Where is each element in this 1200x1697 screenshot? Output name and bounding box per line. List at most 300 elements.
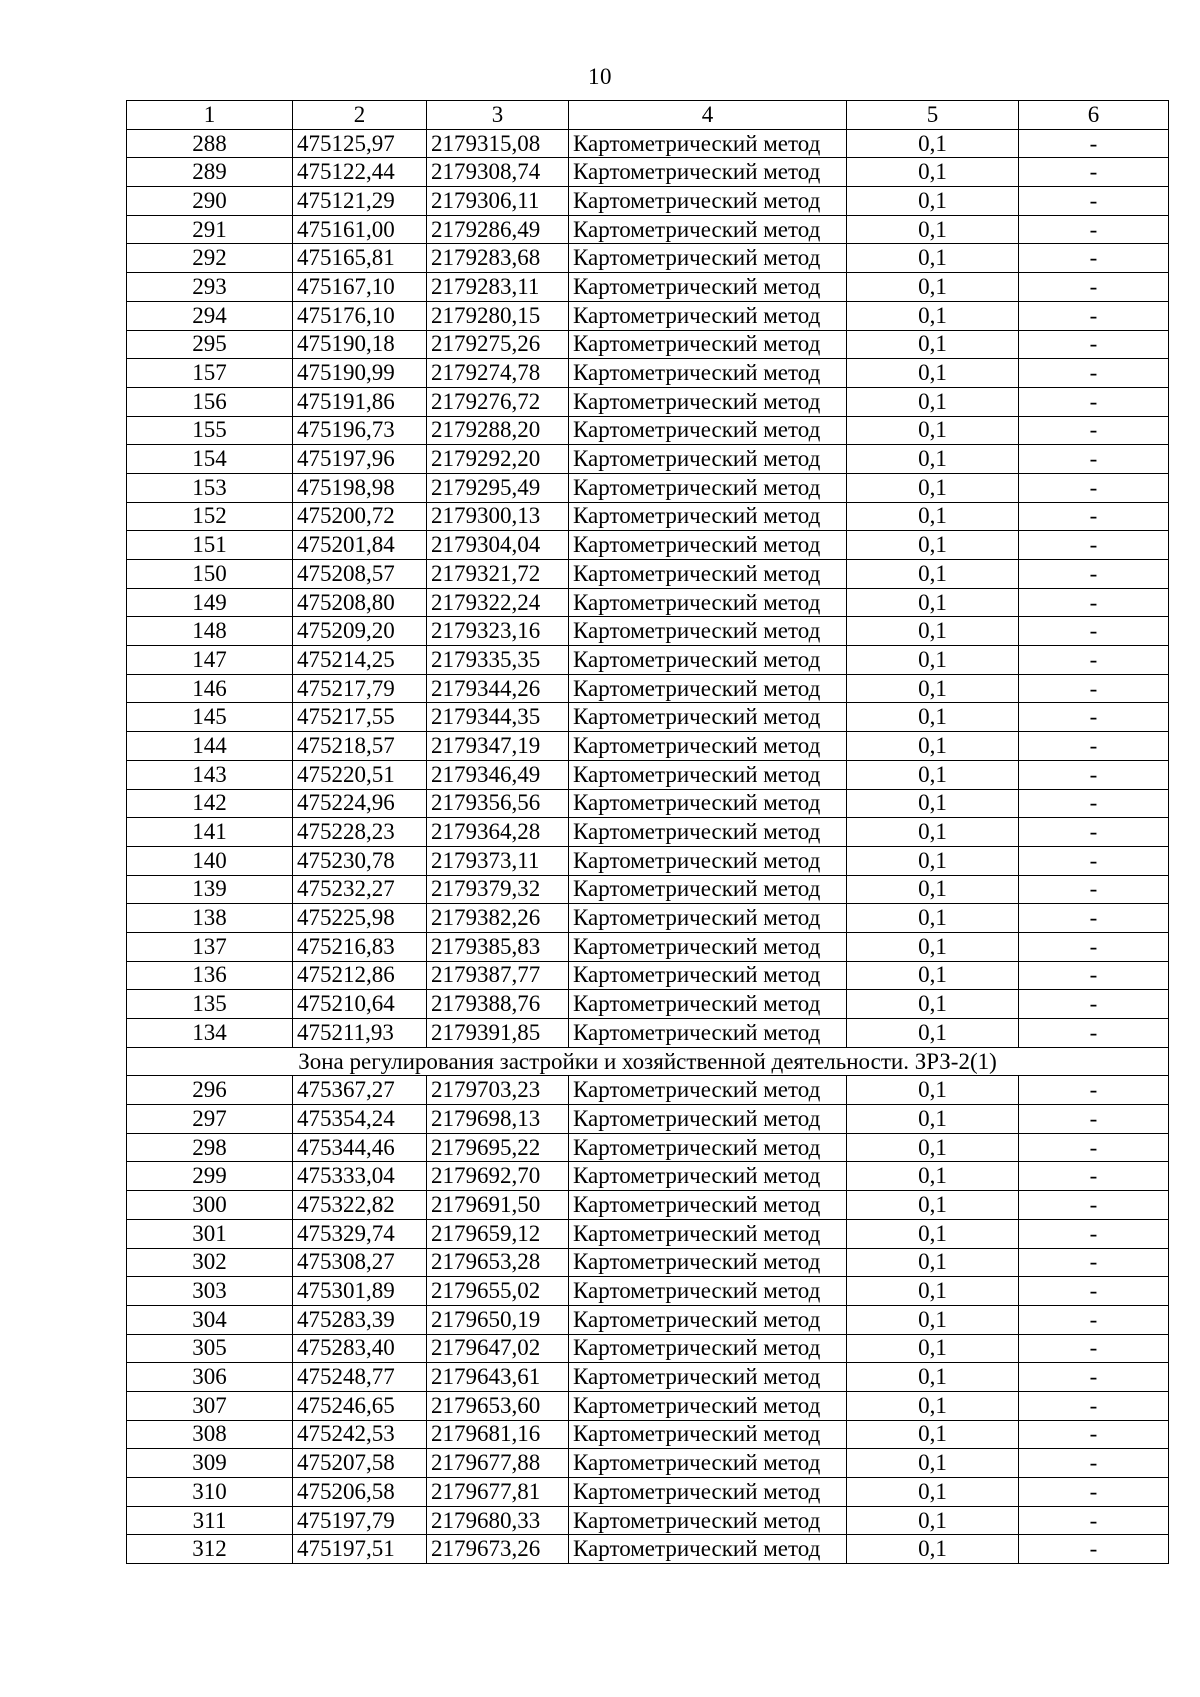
table-cell: - [1019, 1391, 1169, 1420]
section-row [127, 1047, 1169, 1076]
table-cell: Картометрический метод [569, 674, 847, 703]
table-row [127, 1506, 1169, 1535]
table-cell: 475248,77 [293, 1363, 427, 1392]
table-cell: 2179304,04 [427, 531, 569, 560]
table-cell: Картометрический метод [569, 416, 847, 445]
table-cell: Картометрический метод [569, 1019, 847, 1048]
table-cell: 297 [127, 1105, 293, 1134]
table-cell: Картометрический метод [569, 1449, 847, 1478]
table-cell: - [1019, 818, 1169, 847]
table-cell: - [1019, 1133, 1169, 1162]
table-cell: 475354,24 [293, 1105, 427, 1134]
table-cell: 143 [127, 760, 293, 789]
page-number: 10 [588, 64, 612, 89]
table-cell: 149 [127, 588, 293, 617]
table-cell: 475230,78 [293, 846, 427, 875]
table-cell: - [1019, 445, 1169, 474]
table-cell: Картометрический метод [569, 187, 847, 216]
table-cell: 138 [127, 904, 293, 933]
table-cell: 306 [127, 1363, 293, 1392]
table-cell: 0,1 [847, 990, 1019, 1019]
table-cell: - [1019, 846, 1169, 875]
table-cell: 2179385,83 [427, 932, 569, 961]
table-cell: 0,1 [847, 789, 1019, 818]
table-cell: Картометрический метод [569, 1162, 847, 1191]
table-cell: 475301,89 [293, 1277, 427, 1306]
table-cell: - [1019, 789, 1169, 818]
table-cell: 475200,72 [293, 502, 427, 531]
table-cell: 0,1 [847, 646, 1019, 675]
table-cell: 2179391,85 [427, 1019, 569, 1048]
table-cell: 2179275,26 [427, 330, 569, 359]
table-cell: 475208,80 [293, 588, 427, 617]
table-cell: 310 [127, 1478, 293, 1507]
table-cell: 475329,74 [293, 1219, 427, 1248]
table-cell: 2179323,16 [427, 617, 569, 646]
table-cell: - [1019, 904, 1169, 933]
table-cell: 475176,10 [293, 301, 427, 330]
table-cell: Картометрический метод [569, 445, 847, 474]
table-cell: Картометрический метод [569, 1076, 847, 1105]
table-cell: 296 [127, 1076, 293, 1105]
table-cell: - [1019, 646, 1169, 675]
table-cell: 0,1 [847, 158, 1019, 187]
table-cell: 475242,53 [293, 1420, 427, 1449]
table-cell: 0,1 [847, 1019, 1019, 1048]
table-row [127, 158, 1169, 187]
column-header: 2 [293, 101, 427, 130]
table-cell: Картометрический метод [569, 1305, 847, 1334]
table-cell: - [1019, 1305, 1169, 1334]
table-cell: 475308,27 [293, 1248, 427, 1277]
table-cell: 475212,86 [293, 961, 427, 990]
table-cell: Картометрический метод [569, 273, 847, 302]
table-row [127, 732, 1169, 761]
table-row [127, 1191, 1169, 1220]
table-cell: 302 [127, 1248, 293, 1277]
table-row [127, 445, 1169, 474]
table-cell: - [1019, 703, 1169, 732]
table-cell: Картометрический метод [569, 1334, 847, 1363]
table-cell: 0,1 [847, 1191, 1019, 1220]
table-cell: 292 [127, 244, 293, 273]
table-cell: Картометрический метод [569, 1191, 847, 1220]
table-cell: 2179653,60 [427, 1391, 569, 1420]
table-cell: 0,1 [847, 1420, 1019, 1449]
table-cell: 475208,57 [293, 560, 427, 589]
column-header: 6 [1019, 101, 1169, 130]
table-row [127, 502, 1169, 531]
table-cell: 475167,10 [293, 273, 427, 302]
table-cell: 2179373,11 [427, 846, 569, 875]
table-cell: - [1019, 1535, 1169, 1564]
table-cell: 150 [127, 560, 293, 589]
table-cell: 294 [127, 301, 293, 330]
table-cell: 0,1 [847, 1535, 1019, 1564]
table-cell: 309 [127, 1449, 293, 1478]
table-cell: 0,1 [847, 301, 1019, 330]
table-cell: 0,1 [847, 473, 1019, 502]
table-cell: 475190,18 [293, 330, 427, 359]
table-cell: 146 [127, 674, 293, 703]
table-cell: 2179308,74 [427, 158, 569, 187]
table-cell: 0,1 [847, 330, 1019, 359]
table-cell: 0,1 [847, 387, 1019, 416]
table-cell: 2179283,11 [427, 273, 569, 302]
table-cell: Картометрический метод [569, 301, 847, 330]
table-cell: 475190,99 [293, 359, 427, 388]
table-cell: Картометрический метод [569, 359, 847, 388]
table-row [127, 1535, 1169, 1564]
table-cell: 155 [127, 416, 293, 445]
table-cell: 2179655,02 [427, 1277, 569, 1306]
table-cell: - [1019, 1019, 1169, 1048]
table-row [127, 330, 1169, 359]
table-cell: 0,1 [847, 1076, 1019, 1105]
table-row [127, 244, 1169, 273]
table-cell: Картометрический метод [569, 473, 847, 502]
table-cell: 2179335,35 [427, 646, 569, 675]
table-cell: 145 [127, 703, 293, 732]
table-cell: 303 [127, 1277, 293, 1306]
table-cell: 475198,98 [293, 473, 427, 502]
table-cell: 2179695,22 [427, 1133, 569, 1162]
column-header: 3 [427, 101, 569, 130]
table-cell: - [1019, 301, 1169, 330]
table-cell: 0,1 [847, 1391, 1019, 1420]
table-cell: 2179300,13 [427, 502, 569, 531]
table-cell: - [1019, 990, 1169, 1019]
table-cell: 475218,57 [293, 732, 427, 761]
table-cell: Картометрический метод [569, 1391, 847, 1420]
table-cell: 2179692,70 [427, 1162, 569, 1191]
table-cell: 475206,58 [293, 1478, 427, 1507]
table-cell: 475225,98 [293, 904, 427, 933]
table-cell: - [1019, 330, 1169, 359]
table-cell: 301 [127, 1219, 293, 1248]
table-cell: Картометрический метод [569, 818, 847, 847]
table-cell: 0,1 [847, 1363, 1019, 1392]
table-row [127, 588, 1169, 617]
table-cell: 0,1 [847, 1162, 1019, 1191]
section-title: Зона регулирования застройки и хозяйственной деятельности. ЗРЗ-2(1) [127, 1047, 1169, 1076]
table-cell: 2179288,20 [427, 416, 569, 445]
table-row [127, 1277, 1169, 1306]
table-cell: Картометрический метод [569, 760, 847, 789]
table-cell: - [1019, 129, 1169, 158]
table-row [127, 789, 1169, 818]
table-cell: 288 [127, 129, 293, 158]
table-cell: - [1019, 760, 1169, 789]
table-row [127, 818, 1169, 847]
table-cell: 475211,93 [293, 1019, 427, 1048]
table-cell: 2179344,35 [427, 703, 569, 732]
table-row [127, 1449, 1169, 1478]
table-cell: 0,1 [847, 129, 1019, 158]
table-cell: 2179647,02 [427, 1334, 569, 1363]
table-row [127, 1363, 1169, 1392]
table-cell: 475283,39 [293, 1305, 427, 1334]
table-cell: - [1019, 560, 1169, 589]
table-row [127, 1334, 1169, 1363]
table-cell: 307 [127, 1391, 293, 1420]
table-cell: 2179280,15 [427, 301, 569, 330]
table-cell: 0,1 [847, 1248, 1019, 1277]
coordinates-table [126, 100, 1169, 1564]
table-cell: 0,1 [847, 531, 1019, 560]
table-cell: 0,1 [847, 674, 1019, 703]
table-cell: 295 [127, 330, 293, 359]
table-cell: 2179364,28 [427, 818, 569, 847]
table-cell: 2179356,56 [427, 789, 569, 818]
table-row [127, 1162, 1169, 1191]
table-cell: 475191,86 [293, 387, 427, 416]
table-cell: 2179388,76 [427, 990, 569, 1019]
table-cell: 475322,82 [293, 1191, 427, 1220]
table-cell: 475216,83 [293, 932, 427, 961]
table-cell: 2179673,26 [427, 1535, 569, 1564]
table-cell: Картометрический метод [569, 1420, 847, 1449]
table-cell: Картометрический метод [569, 531, 847, 560]
table-cell: 475333,04 [293, 1162, 427, 1191]
table-cell: - [1019, 617, 1169, 646]
table-cell: 137 [127, 932, 293, 961]
table-cell: - [1019, 732, 1169, 761]
table-cell: - [1019, 187, 1169, 216]
table-cell: - [1019, 531, 1169, 560]
table-cell: 475207,58 [293, 1449, 427, 1478]
table-cell: Картометрический метод [569, 1535, 847, 1564]
table-cell: 308 [127, 1420, 293, 1449]
table-cell: 475228,23 [293, 818, 427, 847]
table-cell: 300 [127, 1191, 293, 1220]
table-cell: 475209,20 [293, 617, 427, 646]
table-cell: Картометрический метод [569, 215, 847, 244]
table-cell: Картометрический метод [569, 1277, 847, 1306]
table-cell: 2179321,72 [427, 560, 569, 589]
table-cell: 2179387,77 [427, 961, 569, 990]
table-cell: 2179276,72 [427, 387, 569, 416]
table-cell: - [1019, 1334, 1169, 1363]
table-cell: 0,1 [847, 818, 1019, 847]
table-cell: 475214,25 [293, 646, 427, 675]
table-cell: 298 [127, 1133, 293, 1162]
table-cell: 0,1 [847, 215, 1019, 244]
table-cell: Картометрический метод [569, 158, 847, 187]
column-header: 4 [569, 101, 847, 130]
table-row [127, 760, 1169, 789]
table-cell: 2179677,88 [427, 1449, 569, 1478]
table-cell: 2179306,11 [427, 187, 569, 216]
table-cell: 135 [127, 990, 293, 1019]
column-header: 5 [847, 101, 1019, 130]
table-cell: 2179379,32 [427, 875, 569, 904]
table-row [127, 846, 1169, 875]
table-cell: 291 [127, 215, 293, 244]
table-cell: Картометрический метод [569, 875, 847, 904]
table-cell: - [1019, 158, 1169, 187]
table-row [127, 273, 1169, 302]
table-cell: 142 [127, 789, 293, 818]
table-cell: 0,1 [847, 961, 1019, 990]
table-cell: 139 [127, 875, 293, 904]
table-cell: 134 [127, 1019, 293, 1048]
table-row [127, 387, 1169, 416]
table-cell: 475344,46 [293, 1133, 427, 1162]
table-cell: Картометрический метод [569, 1478, 847, 1507]
table-cell: 312 [127, 1535, 293, 1564]
table-row [127, 646, 1169, 675]
table-cell: 299 [127, 1162, 293, 1191]
table-cell: 475196,73 [293, 416, 427, 445]
table-cell: - [1019, 1248, 1169, 1277]
table-cell: Картометрический метод [569, 732, 847, 761]
table-cell: Картометрический метод [569, 1219, 847, 1248]
table-cell: 2179677,81 [427, 1478, 569, 1507]
table-cell: 2179346,49 [427, 760, 569, 789]
table-cell: - [1019, 1105, 1169, 1134]
table-cell: Картометрический метод [569, 1363, 847, 1392]
table-cell: Картометрический метод [569, 617, 847, 646]
table-cell: 475201,84 [293, 531, 427, 560]
table-cell: Картометрический метод [569, 703, 847, 732]
table-cell: 153 [127, 473, 293, 502]
table-cell: 475121,29 [293, 187, 427, 216]
table-cell: 0,1 [847, 416, 1019, 445]
table-cell: 475165,81 [293, 244, 427, 273]
table-cell: 0,1 [847, 445, 1019, 474]
table-cell: 154 [127, 445, 293, 474]
table-cell: 156 [127, 387, 293, 416]
table-cell: 304 [127, 1305, 293, 1334]
table-cell: 475283,40 [293, 1334, 427, 1363]
table-cell: - [1019, 674, 1169, 703]
table-row [127, 301, 1169, 330]
table-cell: - [1019, 1076, 1169, 1105]
table-cell: 475232,27 [293, 875, 427, 904]
table-cell: Картометрический метод [569, 904, 847, 933]
table-cell: 0,1 [847, 904, 1019, 933]
table-cell: - [1019, 875, 1169, 904]
table-row [127, 674, 1169, 703]
table-cell: 0,1 [847, 760, 1019, 789]
table-cell: 475197,51 [293, 1535, 427, 1564]
table-cell: - [1019, 961, 1169, 990]
table-row [127, 904, 1169, 933]
table-cell: 2179659,12 [427, 1219, 569, 1248]
table-header-row [127, 101, 1169, 130]
table-cell: 2179653,28 [427, 1248, 569, 1277]
table-cell: 475125,97 [293, 129, 427, 158]
table-cell: Картометрический метод [569, 1248, 847, 1277]
table-cell: - [1019, 1506, 1169, 1535]
table-row [127, 416, 1169, 445]
table-cell: 2179698,13 [427, 1105, 569, 1134]
table-cell: - [1019, 932, 1169, 961]
table-cell: Картометрический метод [569, 1506, 847, 1535]
table-cell: 2179315,08 [427, 129, 569, 158]
table-cell: Картометрический метод [569, 961, 847, 990]
table-cell: Картометрический метод [569, 330, 847, 359]
table-row [127, 215, 1169, 244]
table-cell: 2179292,20 [427, 445, 569, 474]
table-cell: - [1019, 1219, 1169, 1248]
table-cell: Картометрический метод [569, 129, 847, 158]
table-cell: 0,1 [847, 932, 1019, 961]
table-row [127, 1420, 1169, 1449]
table-cell: 147 [127, 646, 293, 675]
table-cell: 0,1 [847, 1133, 1019, 1162]
table-cell: Картометрический метод [569, 932, 847, 961]
table-cell: 305 [127, 1334, 293, 1363]
table-row [127, 932, 1169, 961]
table-cell: 475224,96 [293, 789, 427, 818]
table-row [127, 359, 1169, 388]
table-cell: 475217,79 [293, 674, 427, 703]
table-row [127, 1391, 1169, 1420]
table-cell: Картометрический метод [569, 588, 847, 617]
table-cell: 475367,27 [293, 1076, 427, 1105]
table-row [127, 1105, 1169, 1134]
table-row [127, 703, 1169, 732]
table-cell: 0,1 [847, 1277, 1019, 1306]
table-cell: 475197,96 [293, 445, 427, 474]
table-cell: 475210,64 [293, 990, 427, 1019]
table-cell: - [1019, 502, 1169, 531]
table-cell: Картометрический метод [569, 846, 847, 875]
table-cell: 475217,55 [293, 703, 427, 732]
table-cell: - [1019, 387, 1169, 416]
table-cell: 0,1 [847, 1449, 1019, 1478]
table-cell: 2179286,49 [427, 215, 569, 244]
table-cell: 2179347,19 [427, 732, 569, 761]
table-cell: 2179643,61 [427, 1363, 569, 1392]
table-cell: 290 [127, 187, 293, 216]
table-cell: 311 [127, 1506, 293, 1535]
table-cell: 141 [127, 818, 293, 847]
table-cell: 0,1 [847, 1219, 1019, 1248]
table-row [127, 560, 1169, 589]
table-row [127, 1019, 1169, 1048]
table-cell: 2179681,16 [427, 1420, 569, 1449]
table-cell: 0,1 [847, 187, 1019, 216]
table-cell: 0,1 [847, 617, 1019, 646]
table-cell: - [1019, 1191, 1169, 1220]
table-cell: 0,1 [847, 1105, 1019, 1134]
table-cell: 475197,79 [293, 1506, 427, 1535]
table-row [127, 1219, 1169, 1248]
table-cell: Картометрический метод [569, 789, 847, 818]
table-cell: - [1019, 1449, 1169, 1478]
table-cell: - [1019, 215, 1169, 244]
table-cell: 0,1 [847, 846, 1019, 875]
table-cell: 2179274,78 [427, 359, 569, 388]
table-cell: 293 [127, 273, 293, 302]
table-cell: Картометрический метод [569, 990, 847, 1019]
table-cell: - [1019, 244, 1169, 273]
column-header: 1 [127, 101, 293, 130]
table-cell: - [1019, 588, 1169, 617]
table-cell: 0,1 [847, 703, 1019, 732]
table-cell: 475220,51 [293, 760, 427, 789]
table-row [127, 617, 1169, 646]
table-cell: 152 [127, 502, 293, 531]
table-cell: 2179703,23 [427, 1076, 569, 1105]
table-cell: 0,1 [847, 1506, 1019, 1535]
table-cell: 2179680,33 [427, 1506, 569, 1535]
table-cell: - [1019, 273, 1169, 302]
table-cell: 2179344,26 [427, 674, 569, 703]
